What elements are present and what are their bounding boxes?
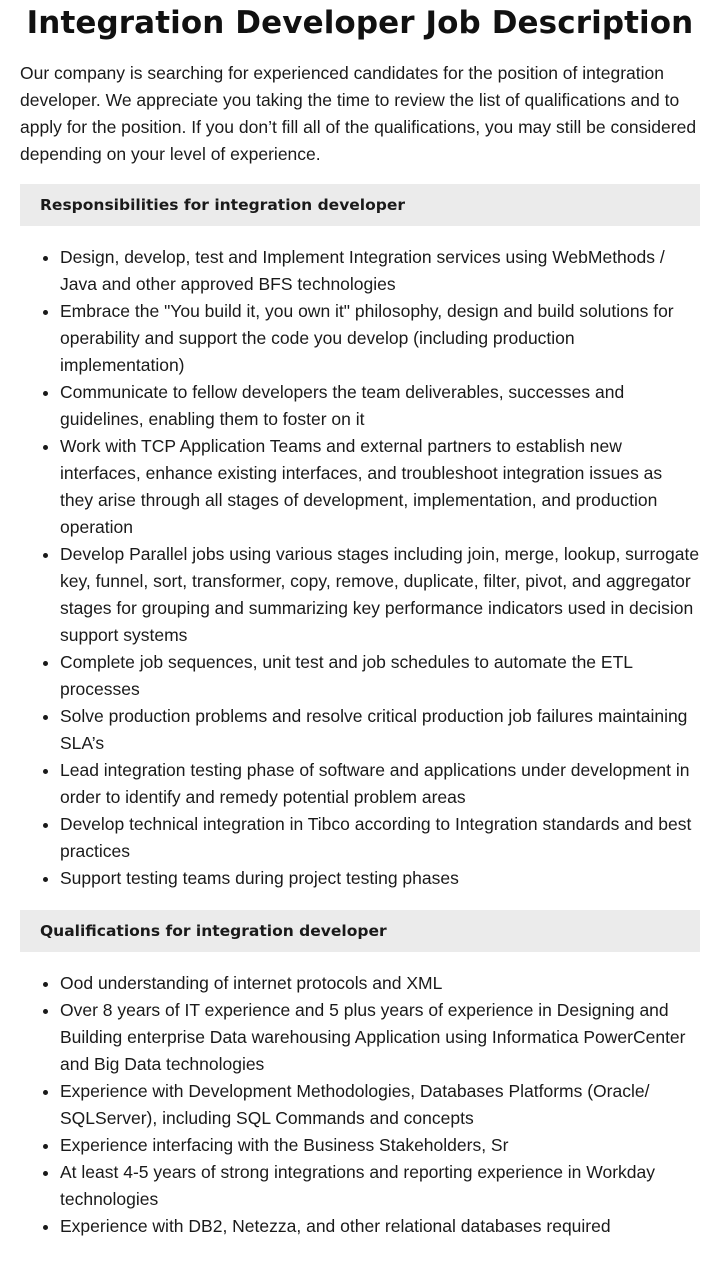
list-item: • Solve production problems and resolve critical production job failures maintaining SLA’s [60,703,700,757]
list-item: • At least 4-5 years of strong integrations and reporting experience in Workday technologies [60,1159,700,1213]
list-item: • Over 8 years of IT experience and 5 plus years of experience in Designing and Building enterprise Data warehousing Application using Informatica PowerCenter and Big Data technologies [60,997,700,1078]
list-item: • Develop Parallel jobs using various stages including join, merge, lookup, surrogate key, funnel, sort, transformer, copy, remove, duplicate, filter, pivot, and aggregator stages for grouping and summarizing key performance indicators used in decision support systems [60,541,700,649]
list-item: • Develop technical integration in Tibco according to Integration standards and best practices [60,811,700,865]
list-item: • Lead integration testing phase of software and applications under development in order to identify and remedy potential problem areas [60,757,700,811]
qualifications-heading: Qualifications for integration developer [20,910,700,952]
list-item: • Ood understanding of internet protocols and XML [60,970,700,997]
list-item: • Experience with DB2, Netezza, and other relational databases required [60,1213,700,1240]
intro-paragraph: Our company is searching for experienced candidates for the position of integration developer. We appreciate you taking the time to review the list of qualifications and to apply for the position. If you don’t fill all of the qualifications, you may still be considered depending on your level of experience. [20,63,697,164]
page-title: Integration Developer Job Description [26,5,694,41]
list-item: • Design, develop, test and Implement Integration services using WebMethods / Java and other approved BFS technologies [60,244,700,298]
list-item: • Experience with Development Methodologies, Databases Platforms (Oracle/ SQLServer), including SQL Commands and concepts [60,1078,700,1132]
list-item: • Complete job sequences, unit test and job schedules to automate the ETL processes [60,649,700,703]
list-item: • Experience interfacing with the Business Stakeholders, Sr [60,1132,700,1159]
qualifications-list [20,970,700,1240]
responsibilities-list [20,244,700,892]
list-item: • Embrace the "You build it, you own it" philosophy, design and build solutions for operability and support the code you develop (including production implementation) [60,298,700,379]
list-item: • Support testing teams during project testing phases [60,865,700,892]
responsibilities-heading: Responsibilities for integration developer [20,184,700,226]
list-item: • Communicate to fellow developers the team deliverables, successes and guidelines, enabling them to foster on it [60,379,700,433]
list-item: • Work with TCP Application Teams and external partners to establish new interfaces, enhance existing interfaces, and troubleshoot integration issues as they arise through all stages of development, implementation, and production operation [60,433,700,541]
